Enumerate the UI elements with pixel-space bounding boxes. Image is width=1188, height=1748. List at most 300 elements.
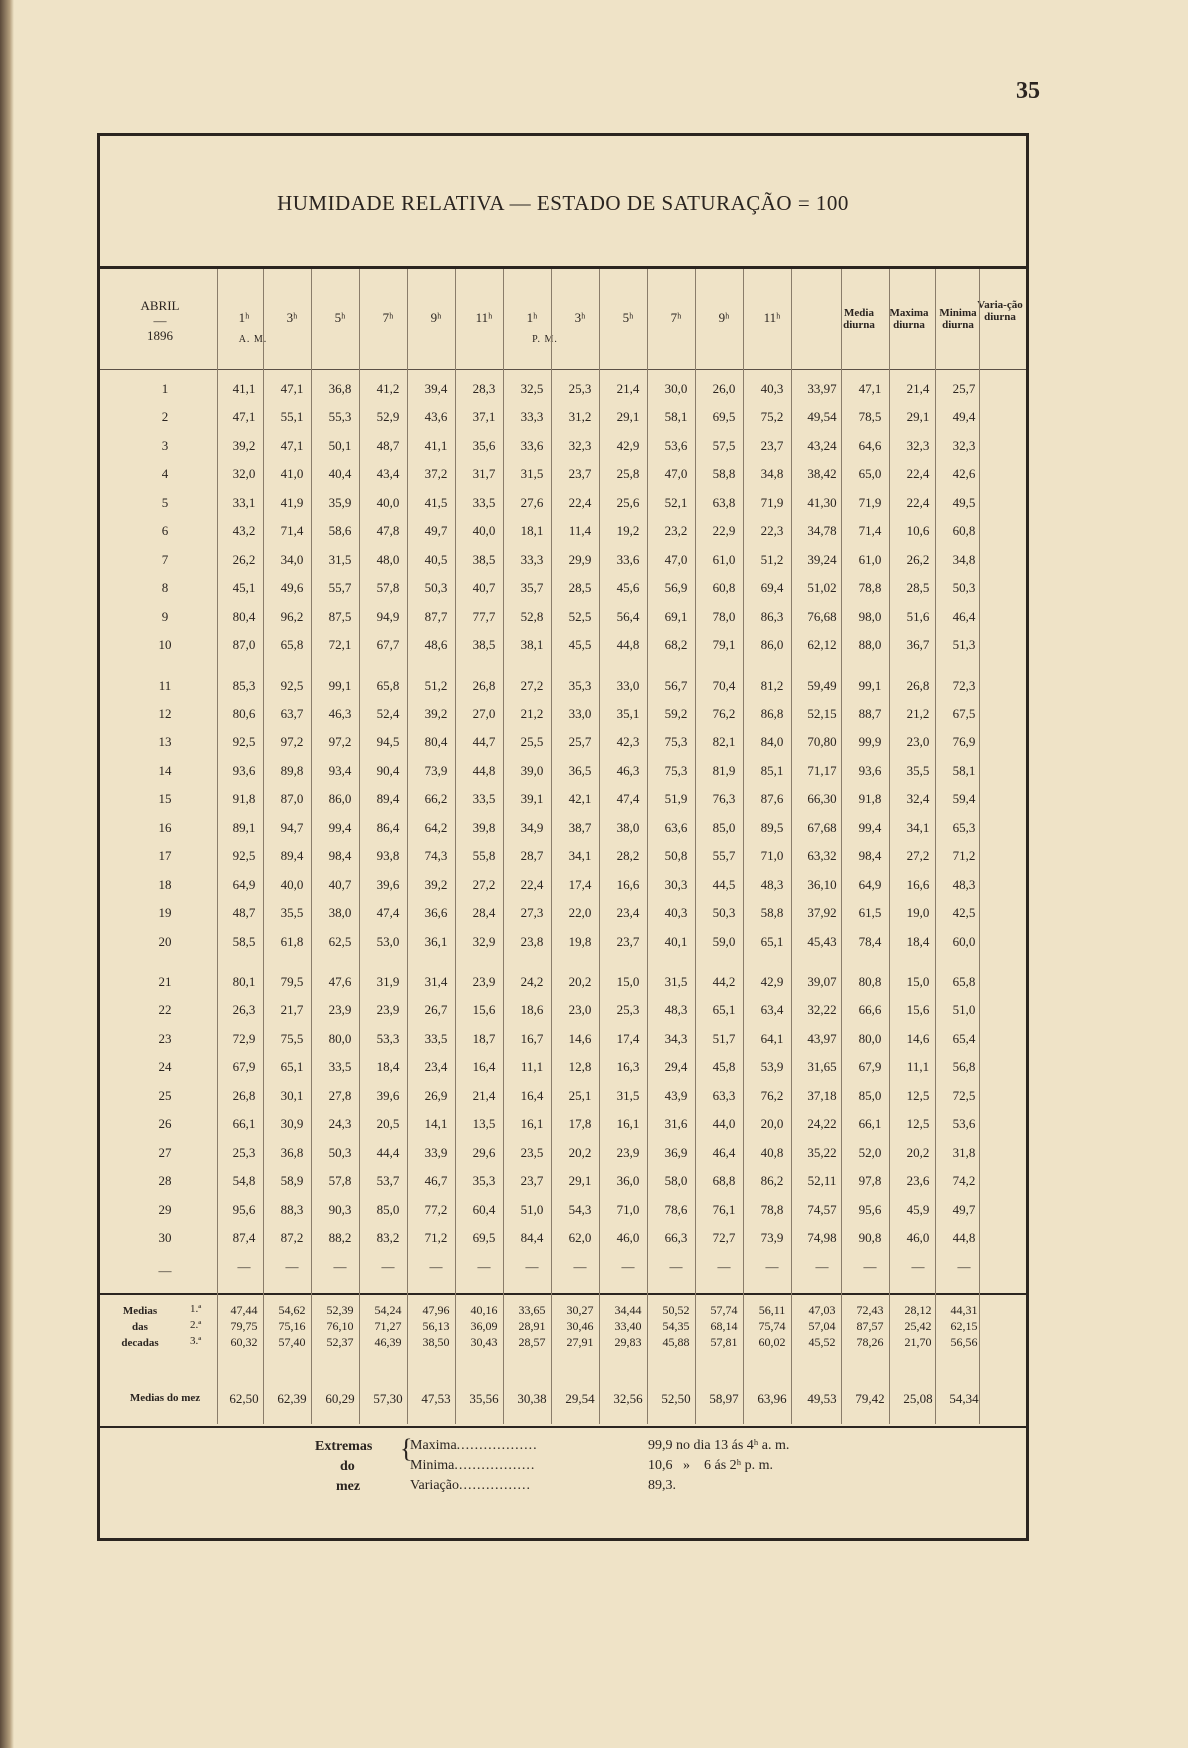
table-cell: 63,96 xyxy=(757,1390,787,1406)
table-cell: 90,8 xyxy=(858,1230,882,1246)
table-cell: 92,5 xyxy=(232,848,256,864)
table-cell: 44,4 xyxy=(376,1144,400,1160)
table-cell: 80,4 xyxy=(232,608,256,624)
table-row xyxy=(100,377,1026,403)
table-cell: 44,8 xyxy=(952,1230,976,1246)
table-cell: 76,9 xyxy=(952,734,976,750)
table-cell: 33,40 xyxy=(614,1318,642,1333)
table-cell: 20,5 xyxy=(376,1116,400,1132)
table-cell: 18,7 xyxy=(472,1030,496,1046)
table-cell: 69,4 xyxy=(760,580,784,596)
table-cell: 44,0 xyxy=(712,1116,736,1132)
dash: — xyxy=(669,1258,683,1274)
table-cell: 26,2 xyxy=(906,551,930,567)
table-cell: 33,6 xyxy=(520,437,544,453)
column-rule xyxy=(695,269,696,1424)
table-cell: 71,17 xyxy=(807,762,837,778)
table-cell: 32,4 xyxy=(906,791,930,807)
hour-header: 1ʰ xyxy=(526,310,538,325)
table-cell: 93,6 xyxy=(858,762,882,778)
table-cell: 64,9 xyxy=(232,876,256,892)
table-cell: 33,97 xyxy=(807,381,837,396)
table-cell: 35,5 xyxy=(906,762,930,778)
table-cell: 89,1 xyxy=(232,819,256,835)
table-cell: 60,02 xyxy=(758,1334,786,1349)
table-cell: 58,1 xyxy=(952,762,976,778)
table-cell: 55,7 xyxy=(328,580,352,596)
table-cell: 39,2 xyxy=(232,437,256,453)
table-cell: 33,0 xyxy=(616,677,640,693)
table-cell: 42,5 xyxy=(952,905,976,921)
table-cell: 21,2 xyxy=(520,705,544,721)
table-cell: 80,1 xyxy=(232,974,256,989)
table-cell: 23,7 xyxy=(760,437,784,453)
table-cell: 38,1 xyxy=(520,637,544,653)
table-row xyxy=(100,633,1026,659)
table-cell: 57,5 xyxy=(712,437,736,453)
table-cell: 86,0 xyxy=(328,791,352,807)
table-cell: 99,9 xyxy=(858,734,882,750)
table-cell: 33,3 xyxy=(520,409,544,425)
table-cell: 16,7 xyxy=(520,1030,544,1046)
table-cell: 31,7 xyxy=(472,466,496,482)
table-cell: 99,4 xyxy=(328,819,352,835)
table-cell: 89,8 xyxy=(280,762,304,778)
table-cell: 62,5 xyxy=(328,933,352,949)
table-cell: 22,4 xyxy=(906,494,930,510)
table-cell: 36,7 xyxy=(906,637,930,653)
table-cell: 75,3 xyxy=(664,762,688,778)
table-cell: 60,0 xyxy=(952,933,976,949)
table-cell: 71,4 xyxy=(858,523,882,539)
table-cell: 71,9 xyxy=(858,494,882,510)
table-cell: 65,8 xyxy=(952,974,976,989)
decades-label-line: das xyxy=(132,1320,148,1333)
year-label: 1896 xyxy=(147,328,173,343)
column-rule xyxy=(743,269,744,1424)
table-cell: 23,0 xyxy=(568,1002,592,1018)
table-cell: 29,1 xyxy=(906,409,930,425)
min-dots: .................. xyxy=(454,1458,536,1473)
table-cell: 65,3 xyxy=(952,819,976,835)
table-cell: 40,3 xyxy=(664,905,688,921)
table-cell: 27,0 xyxy=(472,705,496,721)
table-cell: 47,4 xyxy=(376,905,400,921)
table-cell: 64,6 xyxy=(858,437,882,453)
max-label xyxy=(410,1438,630,1454)
table-cell: 16,1 xyxy=(520,1116,544,1132)
table-cell: 63,6 xyxy=(664,819,688,835)
var-dots: ................ xyxy=(458,1478,531,1493)
table-cell: 55,8 xyxy=(472,848,496,864)
table-cell: 26,9 xyxy=(424,1087,448,1103)
table-cell: 58,8 xyxy=(712,466,736,482)
table-row xyxy=(100,434,1026,460)
table-cell: 60,32 xyxy=(230,1334,258,1349)
dash: — xyxy=(525,1258,539,1274)
table-cell: 42,3 xyxy=(616,734,640,750)
table-row xyxy=(100,901,1026,927)
table-cell: 73,9 xyxy=(760,1230,784,1246)
table-cell: 44,8 xyxy=(472,762,496,778)
table-cell: 26,8 xyxy=(232,1087,256,1103)
table-cell: 33,5 xyxy=(424,1030,448,1046)
table-cell: 78,4 xyxy=(858,933,882,949)
extremes-label-3: mez xyxy=(336,1479,361,1494)
table-cell: 93,8 xyxy=(376,848,400,864)
table-cell: 51,3 xyxy=(952,637,976,653)
table-cell: 28,91 xyxy=(518,1318,546,1333)
hour-header: 11ʰ xyxy=(475,310,493,325)
table-cell: 29,9 xyxy=(568,551,592,567)
table-cell: 63,4 xyxy=(760,1002,784,1018)
table-cell: 33,5 xyxy=(472,494,496,510)
table-cell: 56,13 xyxy=(422,1318,450,1333)
table-cell: 26,8 xyxy=(906,677,930,693)
column-rule xyxy=(551,269,552,1424)
hour-header: 7ʰ xyxy=(670,310,682,325)
table-cell: 69,1 xyxy=(664,608,688,624)
table-cell: 23,9 xyxy=(616,1144,640,1160)
table-cell: 43,9 xyxy=(664,1087,688,1103)
table-row xyxy=(100,519,1026,545)
day-number: 30 xyxy=(158,1230,172,1246)
table-cell: 87,5 xyxy=(328,608,352,624)
table-cell: 15,6 xyxy=(472,1002,496,1018)
table-cell: 36,9 xyxy=(664,1144,688,1160)
table-cell: 52,50 xyxy=(661,1390,691,1406)
table-cell: 12,8 xyxy=(568,1059,592,1075)
table-cell: 76,2 xyxy=(760,1087,784,1103)
table-cell: 23,9 xyxy=(472,974,496,989)
table-cell: 23,0 xyxy=(906,734,930,750)
table-row xyxy=(100,787,1026,813)
table-cell: 39,4 xyxy=(424,381,448,396)
table-cell: 61,8 xyxy=(280,933,304,949)
table-cell: 48,6 xyxy=(424,637,448,653)
dash: — xyxy=(815,1258,829,1274)
table-cell: 56,56 xyxy=(950,1334,978,1349)
table-cell: 58,97 xyxy=(709,1390,739,1406)
table-cell: 47,96 xyxy=(422,1302,450,1317)
table-cell: 42,9 xyxy=(616,437,640,453)
table-cell: 22,4 xyxy=(568,494,592,510)
table-cell: 35,9 xyxy=(328,494,352,510)
table-cell: 87,57 xyxy=(856,1318,884,1333)
table-cell: 24,2 xyxy=(520,974,544,989)
dash: — xyxy=(429,1258,443,1274)
table-cell: 49,54 xyxy=(807,409,837,425)
table-cell: 71,4 xyxy=(280,523,304,539)
dash: — xyxy=(158,1262,172,1278)
table-cell: 17,4 xyxy=(616,1030,640,1046)
table-cell: 66,6 xyxy=(858,1002,882,1018)
table-cell: 52,15 xyxy=(807,705,837,721)
table-cell: 36,6 xyxy=(424,905,448,921)
table-cell: 41,2 xyxy=(376,381,400,396)
table-cell: 47,8 xyxy=(376,523,400,539)
table-cell: 71,0 xyxy=(760,848,784,864)
day-number: 21 xyxy=(158,974,172,989)
table-cell: 16,6 xyxy=(906,876,930,892)
table-cell: 58,8 xyxy=(760,905,784,921)
table-cell: 54,8 xyxy=(232,1173,256,1189)
table-cell: 43,4 xyxy=(376,466,400,482)
table-cell: 16,6 xyxy=(616,876,640,892)
table-cell: 31,4 xyxy=(424,974,448,989)
table-cell: 26,0 xyxy=(712,381,736,396)
table-cell: 46,7 xyxy=(424,1173,448,1189)
table-cell: 47,1 xyxy=(280,381,304,396)
table-cell: 39,6 xyxy=(376,1087,400,1103)
table-cell: 49,53 xyxy=(807,1390,837,1406)
table-cell: 39,07 xyxy=(807,974,837,989)
table-cell: 67,9 xyxy=(232,1059,256,1075)
table-cell: 57,40 xyxy=(278,1334,306,1349)
decade-index: 3.ª xyxy=(190,1334,202,1347)
table-cell: 43,2 xyxy=(232,523,256,539)
table-row xyxy=(100,1169,1026,1195)
table-cell: 79,1 xyxy=(712,637,736,653)
table-cell: 66,1 xyxy=(232,1116,256,1132)
table-cell: 16,1 xyxy=(616,1116,640,1132)
table-cell: 64,1 xyxy=(760,1030,784,1046)
table-cell: 15,0 xyxy=(906,974,930,989)
column-rule xyxy=(359,269,360,1424)
table-cell: 33,1 xyxy=(232,494,256,510)
table-cell: 92,5 xyxy=(280,677,304,693)
table-cell: 30,0 xyxy=(664,381,688,396)
dash: — xyxy=(717,1258,731,1274)
table-cell: 82,1 xyxy=(712,734,736,750)
table-cell: 22,4 xyxy=(520,876,544,892)
var-value: 89,3. xyxy=(648,1478,676,1493)
decade-index: 2.ª xyxy=(190,1318,202,1331)
decade-index: 1.ª xyxy=(190,1302,202,1315)
table-cell: 28,5 xyxy=(568,580,592,596)
table-cell: 33,9 xyxy=(424,1144,448,1160)
day-number: 7 xyxy=(161,551,169,567)
month-means-row xyxy=(100,1387,1026,1413)
table-cell: 95,6 xyxy=(858,1201,882,1217)
table-cell: 76,1 xyxy=(712,1201,736,1217)
table-cell: 32,3 xyxy=(952,437,976,453)
table-cell: 38,5 xyxy=(472,637,496,653)
table-cell: 25,3 xyxy=(568,381,592,396)
table-cell: 35,5 xyxy=(280,905,304,921)
table-cell: 94,5 xyxy=(376,734,400,750)
table-cell: 63,8 xyxy=(712,494,736,510)
table-cell: 66,2 xyxy=(424,791,448,807)
table-cell: 75,74 xyxy=(758,1318,786,1333)
table-cell: 29,83 xyxy=(614,1334,642,1349)
month-dash: — xyxy=(153,313,167,328)
table-cell: 41,0 xyxy=(280,466,304,482)
table-cell: 94,9 xyxy=(376,608,400,624)
table-cell: 48,3 xyxy=(760,876,784,892)
table-cell: 29,1 xyxy=(568,1173,592,1189)
day-number: 17 xyxy=(158,848,172,864)
table-cell: 58,6 xyxy=(328,523,352,539)
table-cell: 40,7 xyxy=(472,580,496,596)
table-cell: 40,0 xyxy=(280,876,304,892)
table-cell: 75,3 xyxy=(664,734,688,750)
table-cell: 27,8 xyxy=(328,1087,352,1103)
column-rule xyxy=(407,269,408,1424)
table-cell: 30,43 xyxy=(470,1334,498,1349)
table-cell: 71,9 xyxy=(760,494,784,510)
table-cell: 41,1 xyxy=(424,437,448,453)
table-cell: 75,16 xyxy=(278,1318,306,1333)
table-cell: 78,8 xyxy=(760,1201,784,1217)
table-cell: 42,6 xyxy=(952,466,976,482)
table-cell: 67,9 xyxy=(858,1059,882,1075)
column-rule xyxy=(217,269,218,1424)
table-cell: 34,1 xyxy=(906,819,930,835)
table-cell: 47,03 xyxy=(808,1302,836,1317)
table-row xyxy=(100,1226,1026,1252)
table-cell: 74,2 xyxy=(952,1173,976,1189)
table-cell: 23,8 xyxy=(520,933,544,949)
table-cell: 45,9 xyxy=(906,1201,930,1217)
table-cell: 71,2 xyxy=(424,1230,448,1246)
table-cell: 51,2 xyxy=(760,551,784,567)
table-cell: 19,8 xyxy=(568,933,592,949)
table-cell: 93,6 xyxy=(232,762,256,778)
column-rule xyxy=(979,269,980,1424)
table-cell: 34,0 xyxy=(280,551,304,567)
table-cell: 21,2 xyxy=(906,705,930,721)
table-row xyxy=(100,491,1026,517)
table-row xyxy=(100,844,1026,870)
table-cell: 74,3 xyxy=(424,848,448,864)
table-cell: 28,12 xyxy=(904,1302,932,1317)
table-cell: 27,2 xyxy=(906,848,930,864)
table-cell: 58,0 xyxy=(664,1173,688,1189)
table-cell: 52,0 xyxy=(858,1144,882,1160)
table-cell: 89,4 xyxy=(376,791,400,807)
table-cell: 85,1 xyxy=(760,762,784,778)
extremes-label-2: do xyxy=(340,1459,355,1474)
table-cell: 53,3 xyxy=(376,1030,400,1046)
table-cell: 59,4 xyxy=(952,791,976,807)
hour-header: 5ʰ xyxy=(622,310,634,325)
table-cell: 47,4 xyxy=(616,791,640,807)
table-cell: 34,78 xyxy=(807,523,837,539)
table-cell: 88,7 xyxy=(858,705,882,721)
table-row xyxy=(100,730,1026,756)
day-number: 16 xyxy=(158,819,172,835)
table-cell: 50,3 xyxy=(424,580,448,596)
table-cell: 56,8 xyxy=(952,1059,976,1075)
table-cell: 45,6 xyxy=(616,580,640,596)
table-cell: 60,8 xyxy=(712,580,736,596)
table-cell: 51,2 xyxy=(424,677,448,693)
hour-header: 7ʰ xyxy=(382,310,394,325)
column-rule xyxy=(841,269,842,1424)
table-cell: 55,1 xyxy=(280,409,304,425)
table-cell: 52,37 xyxy=(326,1334,354,1349)
month-label: ABRIL xyxy=(140,298,180,313)
table-cell: 68,14 xyxy=(710,1318,738,1333)
table-cell: 23,4 xyxy=(616,905,640,921)
table-cell: 76,68 xyxy=(807,608,837,624)
table-cell: 50,3 xyxy=(328,1144,352,1160)
table-cell: 67,68 xyxy=(807,819,837,835)
table-cell: 40,7 xyxy=(328,876,352,892)
table-cell: 25,1 xyxy=(568,1087,592,1103)
table-cell: 12,5 xyxy=(906,1116,930,1132)
table-cell: 75,2 xyxy=(760,409,784,425)
table-cell: 20,2 xyxy=(906,1144,930,1160)
table-cell: 62,15 xyxy=(950,1318,978,1333)
table-cell: 48,7 xyxy=(376,437,400,453)
table-cell: 77,7 xyxy=(472,608,496,624)
table-cell: 85,3 xyxy=(232,677,256,693)
table-cell: 81,9 xyxy=(712,762,736,778)
table-cell: 87,4 xyxy=(232,1230,256,1246)
table-cell: 28,2 xyxy=(616,848,640,864)
table-cell: 67,7 xyxy=(376,637,400,653)
header-rule xyxy=(100,369,1026,370)
table-cell: 10,6 xyxy=(906,523,930,539)
table-cell: 40,3 xyxy=(760,381,784,396)
table-cell: 47,6 xyxy=(328,974,352,989)
table-cell: 31,6 xyxy=(664,1116,688,1132)
table-cell: 86,2 xyxy=(760,1173,784,1189)
table-cell: 31,9 xyxy=(376,974,400,989)
day-number: 6 xyxy=(161,523,169,539)
table-row xyxy=(100,548,1026,574)
table-cell: 51,0 xyxy=(952,1002,976,1018)
table-cell: 36,1 xyxy=(424,933,448,949)
table-cell: 78,6 xyxy=(664,1201,688,1217)
table-cell: 87,6 xyxy=(760,791,784,807)
table-row xyxy=(100,816,1026,842)
table-cell: 55,3 xyxy=(328,409,352,425)
table-cell: 77,2 xyxy=(424,1201,448,1217)
table-cell: 62,50 xyxy=(229,1390,259,1406)
table-cell: 78,26 xyxy=(856,1334,884,1349)
table-cell: 53,9 xyxy=(760,1059,784,1075)
table-cell: 15,0 xyxy=(616,974,640,989)
page-title: HUMIDADE RELATIVA — ESTADO DE SATURAÇÃO = 100 xyxy=(277,191,849,215)
table-cell: 54,3 xyxy=(568,1201,592,1217)
table-cell: 53,0 xyxy=(376,933,400,949)
table-cell: 19,2 xyxy=(616,523,640,539)
page-binding-edge xyxy=(0,0,14,1748)
table-cell: 73,9 xyxy=(424,762,448,778)
table-cell: 32,3 xyxy=(906,437,930,453)
table-cell: 31,65 xyxy=(807,1059,837,1075)
humidity-table xyxy=(100,269,1026,1424)
decades-rule xyxy=(100,1293,1026,1295)
table-cell: 74,98 xyxy=(807,1230,837,1246)
table-cell: 26,2 xyxy=(232,551,256,567)
table-cell: 35,56 xyxy=(469,1390,499,1406)
table-cell: 54,62 xyxy=(278,1302,306,1317)
table-cell: 26,8 xyxy=(472,677,496,693)
table-cell: 32,22 xyxy=(807,1002,837,1018)
table-cell: 32,0 xyxy=(232,466,256,482)
table-cell: 39,8 xyxy=(472,819,496,835)
table-cell: 89,5 xyxy=(760,819,784,835)
table-cell: 47,1 xyxy=(280,437,304,453)
table-cell: 98,0 xyxy=(858,608,882,624)
table-cell: 36,0 xyxy=(616,1173,640,1189)
table-cell: 90,3 xyxy=(328,1201,352,1217)
table-cell: 35,3 xyxy=(472,1173,496,1189)
